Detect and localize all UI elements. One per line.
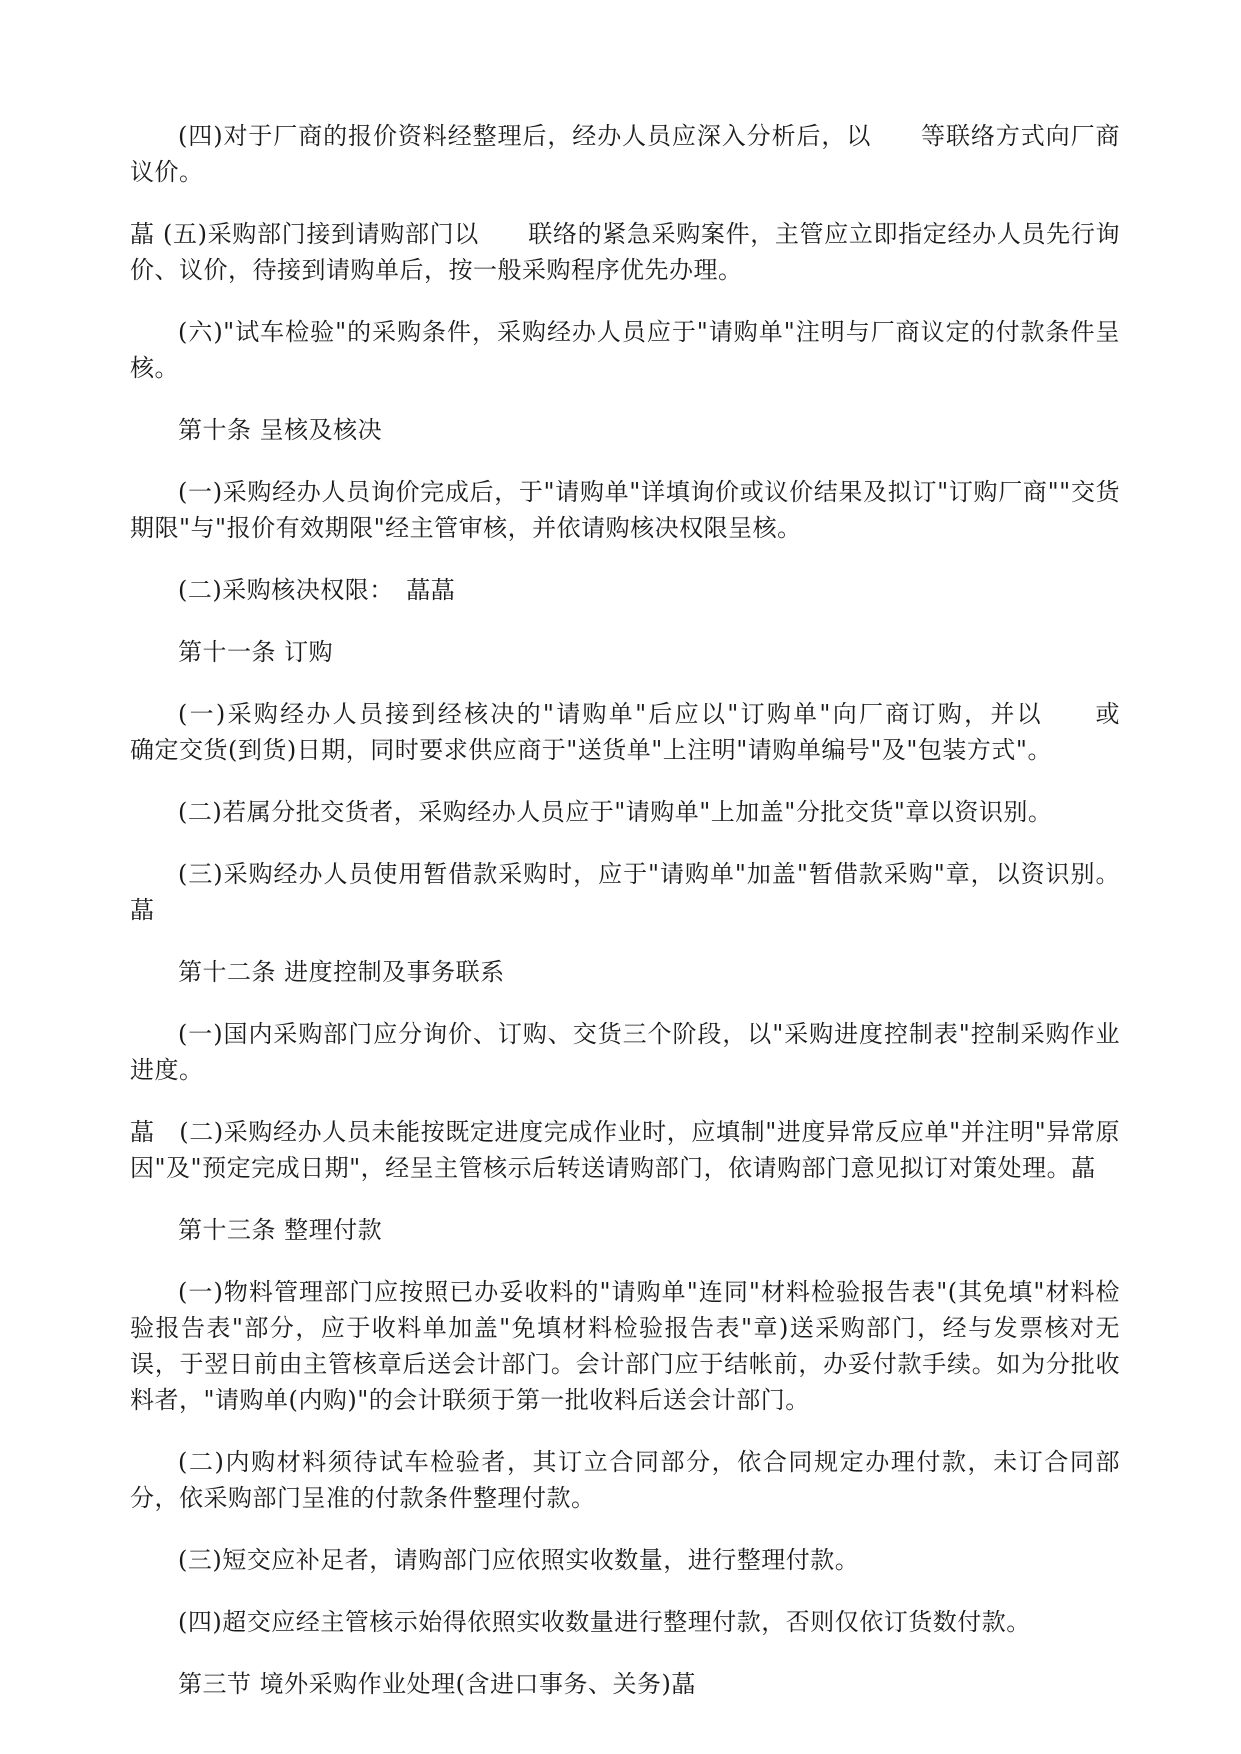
paragraph-progress-control: (一)国内采购部门应分询价、订购、交货三个阶段，以"采购进度控制表"控制采购作业进度。 [130,1020,1120,1084]
paragraph-progress-exception: 蕌 (二)采购经办人员未能按既定进度完成作业时，应填制"进度异常反应单"并注明"异常原因"及"预定完成日期"，经呈主管核示后转送请购部门，依请购部门意见拟订对策处理。蕌 [130,1118,1120,1182]
paragraph-over-delivery: (四)超交应经主管核示始得依照实收数量进行整理付款，否则仅依订货数付款。 [178,1608,1031,1636]
paragraph-short-delivery: (三)短交应补足者，请购部门应依照实收数量，进行整理付款。 [178,1546,860,1574]
paragraph-approval-authority: (二)采购核决权限： 蕌蕌 [178,576,456,604]
article-13-heading: 第十三条 整理付款 [178,1216,383,1244]
document-page [130,118,1169,1728]
paragraph-urgent-purchase: 蕌 (五)采购部门接到请购部门以 联络的紧急采购案件，主管应立即指定经办人员先行询价、议价，待接到请购单后，按一般采购程序优先办理。 [130,220,1120,284]
section-3-heading: 第三节 境外采购作业处理(含进口事务、关务)蕌 [178,1670,696,1698]
article-11-heading: 第十一条 订购 [178,638,334,666]
paragraph-payment-processing: (一)物料管理部门应按照已办妥收料的"请购单"连同"材料检验报告表"(其免填"材料检验报告表"部分，应于收料单加盖"免填材料检验报告表"章)送采购部门，经与发票核对无误，于翌日前由主管核章后送会计部门。会计部门应于结帐前，办妥付款手续。如为分批收料者，"请购单(内购)"的会计联须于第一批收料后送会计部门。 [130,1278,1120,1414]
paragraph-trial-inspection: (六)"试车检验"的采购条件，采购经办人员应于"请购单"注明与厂商议定的付款条件呈核。 [130,318,1120,382]
paragraph-batch-delivery: (二)若属分批交货者，采购经办人员应于"请购单"上加盖"分批交货"章以资识别。 [178,798,1053,826]
article-12-heading: 第十二条 进度控制及事务联系 [178,958,505,986]
paragraph-ordering: (一)采购经办人员接到经核决的"请购单"后应以"订购单"向厂商订购，并以 或 确定交货(到货)日期，同时要求供应商于"送货单"上注明"请购单编号"及"包装方式"。 [130,700,1169,764]
paragraph-advance-payment: (三)采购经办人员使用暂借款采购时，应于"请购单"加盖"暂借款采购"章，以资识别。蕌 [130,860,1120,924]
article-10-heading: 第十条 呈核及核决 [178,416,383,444]
paragraph-inquiry-complete: (一)采购经办人员询价完成后，于"请购单"详填询价或议价结果及拟订"订购厂商""交货期限"与"报价有效期限"经主管审核，并依请购核决权限呈核。 [130,478,1120,542]
paragraph-price-negotiation: (四)对于厂商的报价资料经整理后，经办人员应深入分析后，以 等联络方式向厂商议价。 [130,122,1120,186]
paragraph-trial-payment: (二)内购材料须待试车检验者，其订立合同部分，依合同规定办理付款，未订合同部分，依采购部门呈准的付款条件整理付款。 [130,1448,1120,1512]
